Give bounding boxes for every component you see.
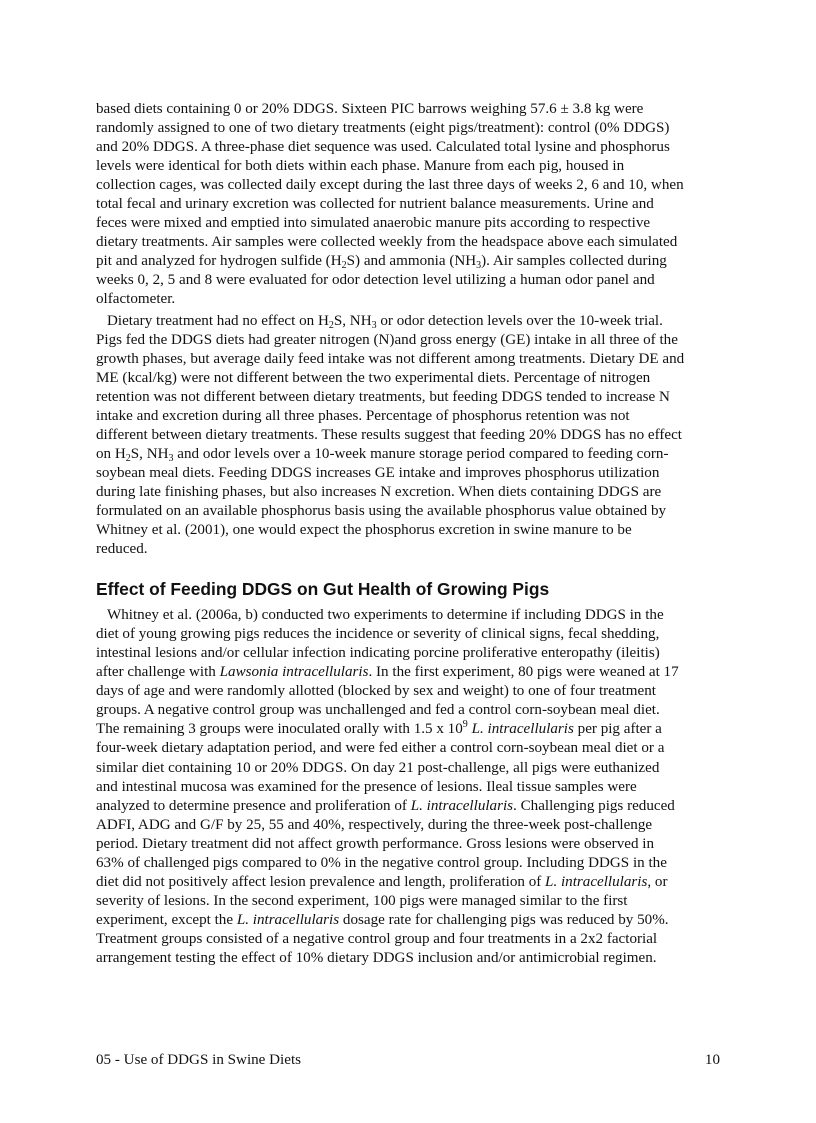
species-name: L. intracellularis bbox=[471, 721, 574, 738]
text-line: soybean meal diets. Feeding DDGS increases GE intake and improves phosphorus utilization bbox=[96, 464, 660, 481]
paragraph-gut-health bbox=[96, 606, 720, 968]
text-line: based diets containing 0 or 20% DDGS. Sixteen PIC barrows weighing 57.6 ± 3.8 kg were bbox=[96, 101, 644, 117]
text-line: arrangement testing the effect of 10% dietary DDGS inclusion and/or antimicrobial regimen. bbox=[96, 949, 657, 966]
superscript: 9 bbox=[462, 719, 468, 731]
text-line: reduced. bbox=[96, 541, 148, 558]
text-line: Whitney et al. (2001), one would expect the phosphorus excretion in swine manure to be bbox=[96, 522, 632, 539]
text-run: ). Air samples collected during bbox=[481, 253, 667, 270]
paragraph-results bbox=[96, 312, 720, 560]
text-line: ME (kcal/kg) were not different between the two experimental diets. Percentage of nitrogen bbox=[96, 369, 651, 386]
text-run: . Challenging pigs reduced bbox=[513, 797, 675, 814]
footer-chapter-title: 05 - Use of DDGS in Swine Diets bbox=[96, 1052, 302, 1068]
footer-page-number: 10 bbox=[704, 1052, 720, 1068]
text-run: S, NH bbox=[333, 312, 372, 329]
text-run: Dietary treatment had no effect on H bbox=[107, 312, 329, 329]
text-line: total fecal and urinary excretion was collected for nutrient balance measurements. Urine and bbox=[96, 196, 654, 213]
text-line: similar diet containing 10 or 20% DDGS. On day 21 post-challenge, all pigs were euthanized bbox=[96, 759, 660, 776]
text-line: during late finishing phases, but also increases N excretion. When diets containing DDGS are bbox=[96, 483, 662, 500]
text-line: randomly assigned to one of two dietary treatments (eight pigs/treatment): control (0% DDGS) bbox=[96, 120, 670, 137]
text-line: weeks 0, 2, 5 and 8 were evaluated for odor detection level utilizing a human odor panel and bbox=[96, 272, 655, 289]
text-line: period. Dietary treatment did not affect growth performance. Gross lesions were observed in bbox=[96, 835, 655, 852]
text-line: and intestinal mucosa was examined for the presence of lesions. Ileal tissue samples were bbox=[96, 778, 637, 795]
text-line bbox=[96, 720, 720, 739]
text-run: , or bbox=[647, 873, 668, 890]
text-line: ADFI, ADG and G/F by 25, 55 and 40%, respectively, during the three-week post-challenge bbox=[96, 816, 653, 833]
species-name: L. intracellularis bbox=[236, 911, 340, 928]
text-line: olfactometer. bbox=[96, 291, 176, 308]
text-run: S, NH bbox=[130, 445, 169, 462]
text-run: on H bbox=[96, 445, 126, 462]
text-line: severity of lesions. In the second experiment, 100 pigs were managed similar to the first bbox=[96, 892, 628, 909]
text-line bbox=[96, 873, 720, 892]
subscript: 2 bbox=[341, 260, 347, 272]
text-line bbox=[96, 445, 720, 464]
text-run: The remaining 3 groups were inoculated orally with 1.5 x 10 bbox=[96, 721, 463, 738]
text-line: 63% of challenged pigs compared to 0% in the negative control group. Including DDGS in the bbox=[96, 854, 667, 871]
text-run: experiment, except the bbox=[96, 911, 237, 928]
text-run: after challenge with bbox=[96, 664, 220, 681]
subscript: 2 bbox=[125, 452, 131, 464]
text-line bbox=[96, 606, 720, 625]
subscript: 3 bbox=[371, 319, 377, 331]
text-run: Whitney et al. (2006a, b) conducted two experiments to determine if including DDGS in the bbox=[107, 607, 664, 624]
text-line bbox=[96, 911, 720, 930]
section-heading: Effect of Feeding DDGS on Gut Health of Growing Pigs bbox=[96, 579, 550, 600]
text-line: Treatment groups consisted of a negative control group and four treatments in a 2x2 factorial bbox=[96, 930, 658, 947]
text-run: S) and ammonia (NH bbox=[346, 253, 477, 270]
text-line: diet of young growing pigs reduces the incidence or severity of clinical signs, fecal shedding, bbox=[96, 626, 660, 643]
text-line: collection cages, was collected daily except during the last three days of weeks 2, 6 and 10, when bbox=[96, 177, 684, 194]
page-footer bbox=[96, 1051, 720, 1070]
text-line bbox=[96, 797, 720, 816]
text-run: per pig after a bbox=[573, 721, 662, 738]
text-line: days of age and were randomly allotted (blocked by sex and weight) to one of four treatment bbox=[96, 683, 656, 700]
text-line bbox=[96, 663, 720, 682]
text-line: groups. A negative control group was unchallenged and fed a control corn-soybean meal diet. bbox=[96, 702, 660, 719]
species-name: L. intracellularis bbox=[410, 797, 514, 814]
text-line bbox=[96, 252, 720, 271]
subscript: 3 bbox=[168, 452, 174, 464]
species-name: L. intracellularis bbox=[545, 873, 648, 890]
text-line: levels were identical for both diets within each phase. Manure from each pig, housed in bbox=[96, 158, 625, 175]
text-line: dietary treatments. Air samples were collected weekly from the headspace above each simulated bbox=[96, 234, 678, 251]
text-line: growth phases, but average daily feed intake was not different among treatments. Dietary DE and bbox=[96, 350, 685, 367]
text-line: intake and excretion during all three phases. Percentage of phosphorus retention was not bbox=[96, 407, 630, 424]
text-line: different between dietary treatments. These results suggest that feeding 20% DDGS has no effect bbox=[96, 426, 682, 443]
text-run: or odor detection levels over the 10-week trial. bbox=[376, 312, 663, 329]
text-line: and 20% DDGS. A three-phase diet sequence was used. Calculated total lysine and phosphorus bbox=[96, 139, 670, 156]
text-line bbox=[96, 312, 720, 331]
text-run: analyzed to determine presence and proliferation of bbox=[96, 797, 411, 814]
text-run: diet did not positively affect lesion prevalence and length, proliferation of bbox=[96, 873, 546, 890]
text-line: feces were mixed and emptied into simulated anaerobic manure pits according to respective bbox=[96, 215, 651, 232]
text-run: dosage rate for challenging pigs was reduced by 50%. bbox=[339, 911, 669, 928]
text-line: formulated on an available phosphorus basis using the available phosphorus value obtained by bbox=[96, 502, 667, 519]
species-name: Lawsonia intracellularis bbox=[219, 664, 369, 681]
text-run: and odor levels over a 10-week manure storage period compared to feeding corn- bbox=[173, 445, 669, 462]
text-line: intestinal lesions and/or cellular infection indicating porcine proliferative enteropathy (ileitis) bbox=[96, 645, 660, 662]
page-content bbox=[96, 100, 720, 968]
text-run: pit and analyzed for hydrogen sulfide (H bbox=[96, 253, 342, 270]
text-run: . In the first experiment, 80 pigs were weaned at 17 bbox=[368, 664, 679, 681]
subscript: 3 bbox=[476, 260, 482, 272]
text-line: retention was not different between dietary treatments, but feeding DDGS tended to increase N bbox=[96, 388, 670, 405]
text-line: Pigs fed the DDGS diets had greater nitrogen (N)and gross energy (GE) intake in all three of the bbox=[96, 331, 678, 348]
paragraph-methods bbox=[96, 100, 720, 310]
subscript: 2 bbox=[328, 319, 334, 331]
text-line: four-week dietary adaptation period, and were fed either a control corn-soybean meal diet or a bbox=[96, 740, 665, 757]
